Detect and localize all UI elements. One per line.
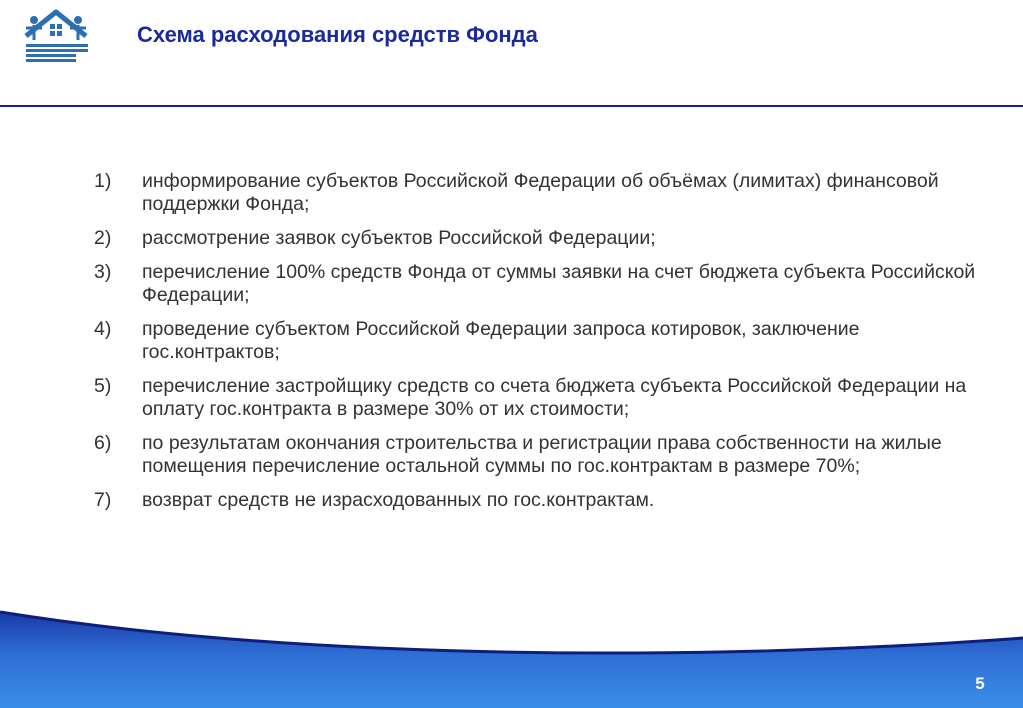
list-item-number: 2) [94,227,112,249]
list-item-text: перечисление 100% средств Фонда от суммы заявки на счет бюджета субъекта Российской Федерации; [142,261,976,306]
list-item [94,489,994,512]
footer-wave [0,600,1023,708]
list-item-number: 7) [94,489,112,511]
list-item-number: 3) [94,261,112,283]
list-item-text: проведение субъектом Российской Федерации запроса котировок, заключение гос.контрактов; [142,318,860,363]
list-item [94,432,994,478]
list-item-number: 4) [94,318,112,340]
list-item-number: 6) [94,432,112,454]
list-item [94,170,994,216]
page-number: 5 [975,674,985,693]
page-title: Схема расходования средств Фонда [137,22,538,47]
list-item-text: возврат средств не израсходованных по гос.контрактам. [142,489,655,511]
list-item [94,227,994,250]
logo-caption [26,44,88,64]
list-item-text: по результатам окончания строительства и регистрации права собственности на жилые помещения перечисление остальной суммы по гос.контрактам в размере 70%; [142,432,942,477]
list-item [94,375,994,421]
list-item-number: 5) [94,375,112,397]
list-item [94,318,994,364]
list-item-number: 1) [94,170,112,192]
list-item-text: рассмотрение заявок субъектов Российской Федерации; [142,227,656,249]
list-item [94,261,994,307]
list-item-text: перечисление застройщику средств со счета бюджета субъекта Российской Федерации на оплату гос.контракта в размере 30% от их стоимости; [142,375,967,420]
header-divider [0,105,1023,107]
list-item-text: информирование субъектов Российской Федерации об объёмах (лимитах) финансовой поддержки Фонда; [142,170,939,215]
steps-list [94,170,994,523]
